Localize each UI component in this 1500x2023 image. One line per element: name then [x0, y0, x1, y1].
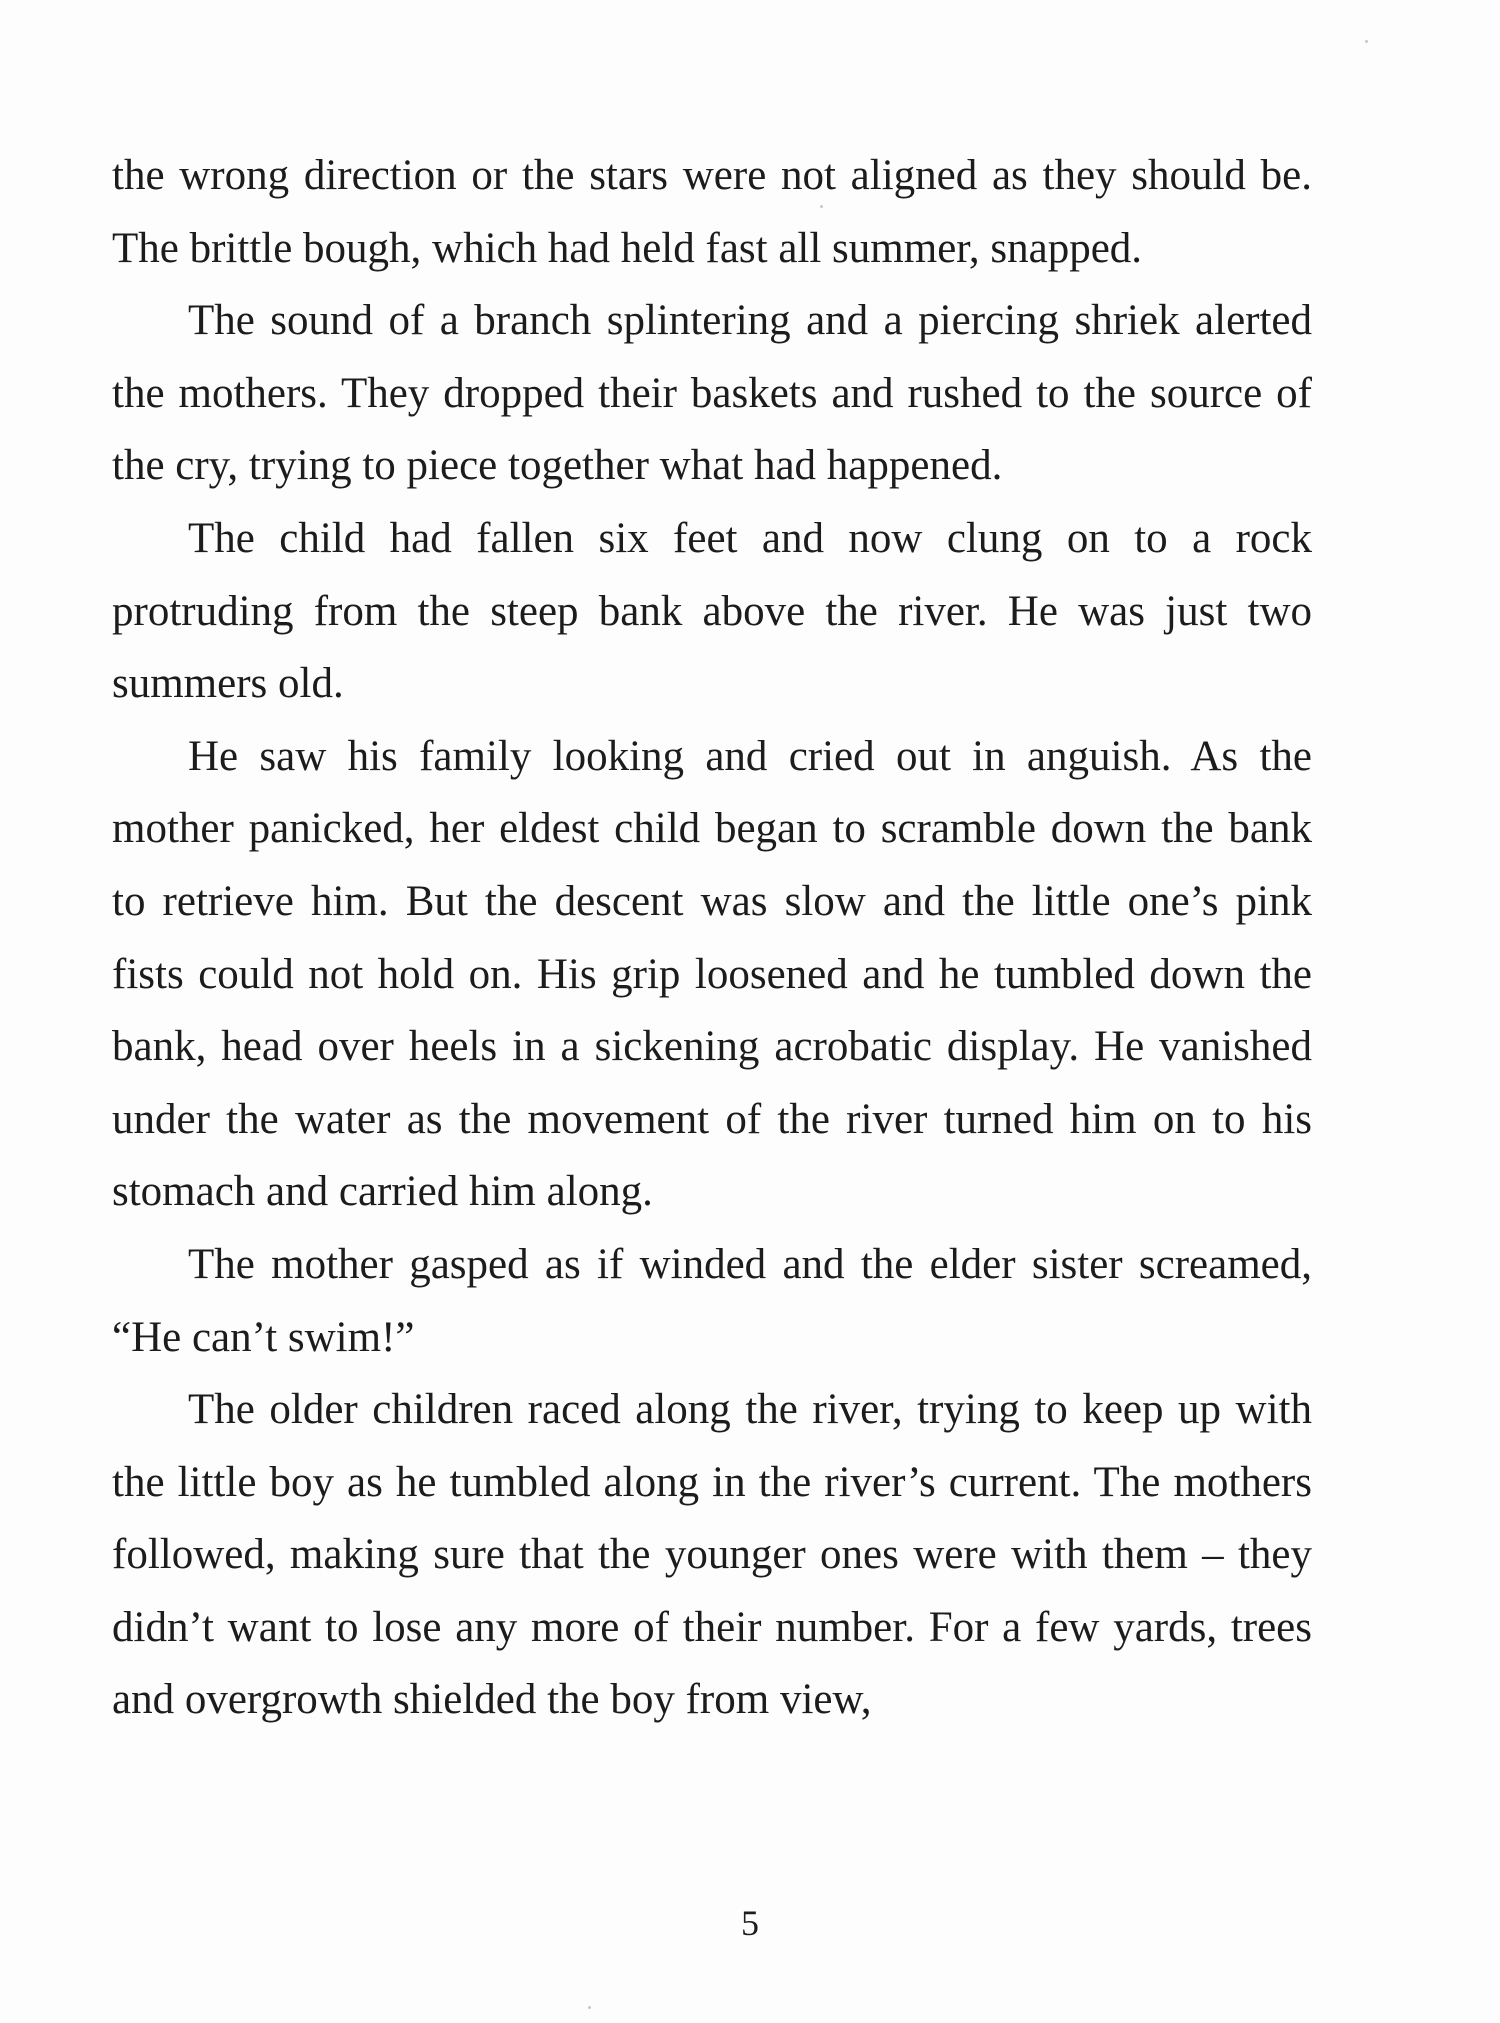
- paragraph: the wrong direction or the stars were not aligned as they should be. The brittle bough, which had held fast all summer, snapped.: [112, 152, 1312, 272]
- paragraph: He saw his family looking and cried out in anguish. As the mother panicked, her eldest child began to scramble down the bank to retrieve him. But the descent was slow and the little one’s pink fists could not hold on. His grip loosened and he tumbled down the bank, head over heels in a sickening acrobatic display. He vanished under the water as the movement of the river turned him on to his stomach and carried him along.: [112, 732, 1312, 1216]
- paragraph: The child had fallen six feet and now clung on to a rock protruding from the steep bank above the river. He was just two summers old.: [112, 514, 1312, 708]
- scan-speck: [588, 2006, 591, 2009]
- paragraph: The older children raced along the river, trying to keep up with the little boy as he tumbled along in the river’s current. The mothers followed, making sure that the younger ones were with them – they didn’t want to lose any more of their number. For a few yards, trees and overgrowth shielded the boy from view,: [112, 1386, 1312, 1724]
- scan-speck: [1365, 40, 1368, 43]
- page-number: 5: [741, 1903, 759, 1943]
- scan-speck: [820, 205, 823, 208]
- paragraph: The sound of a branch splintering and a piercing shriek alerted the mothers. They dropped their baskets and rushed to the source of the cry, trying to piece together what had happened.: [112, 297, 1312, 490]
- paragraph: The mother gasped as if winded and the elder sister screamed, “He can’t swim!”: [112, 1240, 1312, 1361]
- body-text: [112, 140, 1312, 1737]
